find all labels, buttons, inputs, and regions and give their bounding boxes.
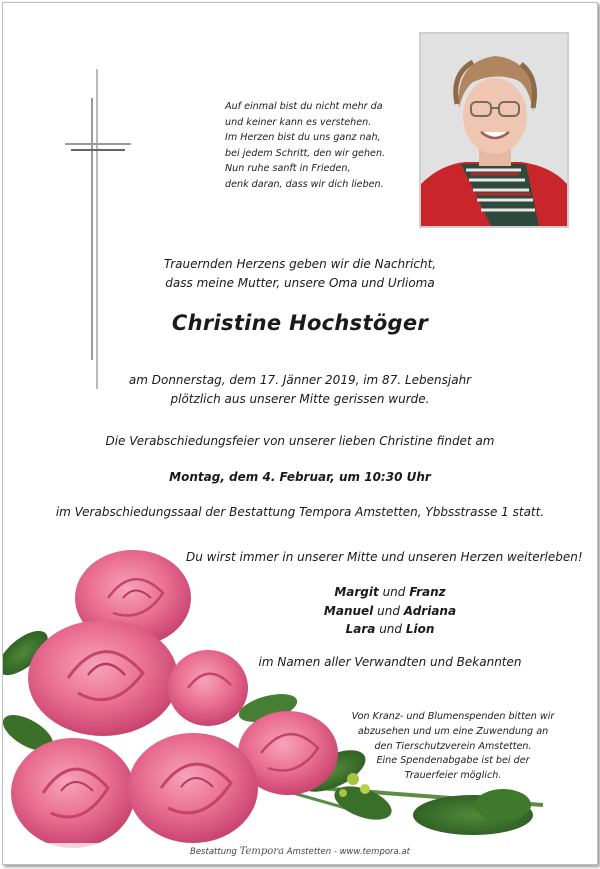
donation-line: Eine Spendenabgabe ist bei der: [376, 755, 530, 767]
motto-text: Du wirst immer in unserer Mitte und unseren Herzen weiterleben!: [186, 550, 583, 564]
deceased-name: Christine Hochstöger: [171, 311, 429, 335]
footer: [3, 846, 597, 857]
portrait-photo: [419, 32, 569, 228]
intro-line: dass meine Mutter, unsere Oma und Urlioma: [165, 276, 435, 290]
poem-line: denk daran, dass wir dich lieben.: [225, 178, 384, 190]
intro-text: [3, 255, 597, 293]
intro-line: Trauernden Herzens geben wir die Nachricht,: [163, 257, 437, 271]
family-line: Lara und Lion: [345, 622, 435, 636]
footer-prefix: Bestattung: [190, 847, 237, 857]
donation-line: Von Kranz- und Blumenspenden bitten wir: [351, 711, 555, 722]
ceremony-invite: Die Verabschiedungsfeier von unserer lieben Christine findet am: [105, 434, 495, 448]
ceremony-place: im Verabschiedungssaal der Bestattung Tempora Amstetten, Ybbsstrasse 1 statt.: [55, 505, 545, 519]
poem-line: Im Herzen bist du uns ganz nah,: [225, 132, 381, 143]
poem: [225, 99, 415, 192]
donation-line: den Tierschutzverein Amstetten.: [374, 740, 532, 752]
ceremony-date: Montag, dem 4. Februar, um 10:30 Uhr: [169, 470, 431, 484]
donation-line: abzusehen und um eine Zuwendung an: [357, 725, 549, 737]
footer-brand: Tempora: [239, 846, 285, 857]
poem-line: und keiner kann es verstehen.: [225, 116, 372, 128]
family-line: Manuel und Adriana: [323, 603, 457, 618]
donation-note: [333, 710, 573, 784]
poem-line: bei jedem Schritt, den wir gehen.: [225, 147, 386, 159]
poem-line: Auf einmal bist du nicht mehr da: [225, 101, 383, 112]
death-line: plötzlich aus unserer Mitte gerissen wurde.: [170, 392, 430, 406]
death-info: [3, 371, 597, 409]
death-line: am Donnerstag, dem 17. Jänner 2019, im 87. Lebensjahr: [128, 373, 472, 387]
family-names: [183, 583, 597, 639]
family-line: Margit und Franz: [334, 585, 446, 599]
relatives-note: im Namen aller Verwandten und Bekannten: [258, 655, 522, 669]
poem-line: Nun ruhe sanft in Frieden,: [225, 163, 351, 174]
footer-suffix: Amstetten - www.tempora.at: [286, 847, 410, 857]
donation-line: Trauerfeier möglich.: [404, 770, 502, 782]
obituary-page: [2, 2, 598, 865]
